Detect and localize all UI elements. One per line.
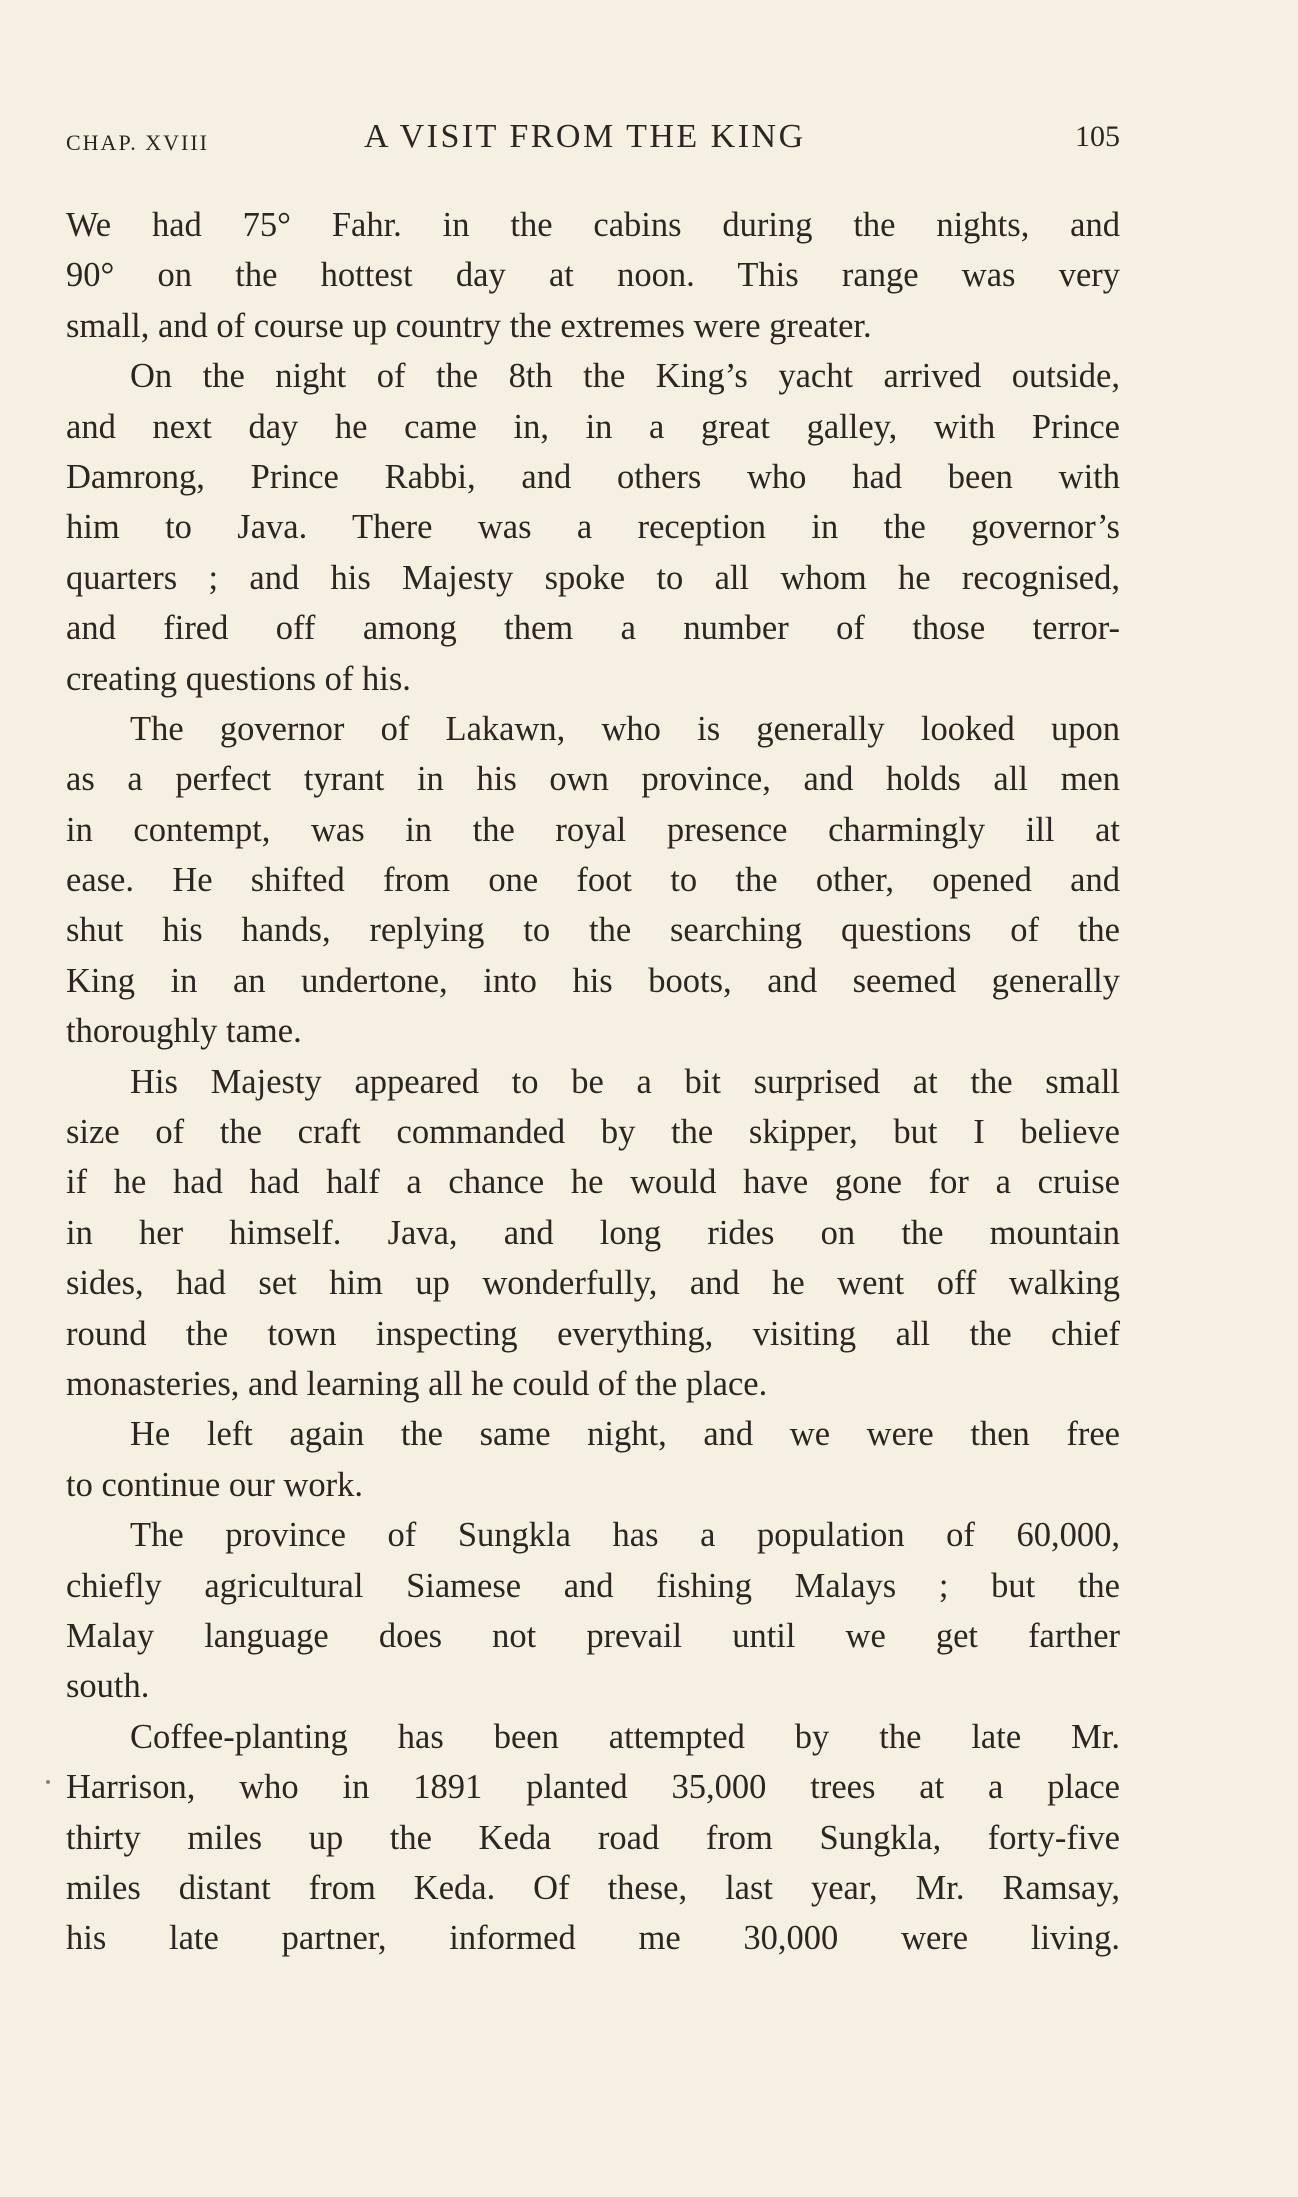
text-line: We had 75° Fahr. in the cabins during the nights, and xyxy=(66,206,1120,244)
text-line: quarters ; and his Majesty spoke to all whom he recognised, xyxy=(66,558,1120,597)
text-line: in contempt, was in the royal presence charmingly ill at xyxy=(66,810,1120,849)
paragraph xyxy=(66,200,1120,351)
text-line: shut his hands, replying to the searching questions of the xyxy=(66,911,1120,950)
text-line: The province of Sungkla has a population of 60,000, xyxy=(130,1516,1120,1555)
body-text xyxy=(66,200,1120,1964)
text-line: as a perfect tyrant in his own province, and holds all men xyxy=(66,760,1120,799)
text-line: size of the craft commanded by the skipper, but I believe xyxy=(66,1113,1120,1152)
text-line: and next day he came in, in a great galley, with Prince xyxy=(66,407,1120,446)
text-line: thirty miles up the Keda road from Sungkla, forty-five xyxy=(66,1818,1120,1857)
text-line: monasteries, and learning all he could of the place. xyxy=(66,1364,768,1403)
text-line: chiefly agricultural Siamese and fishing Malays ; but the xyxy=(66,1566,1120,1605)
running-title: A VISIT FROM THE KING xyxy=(364,118,806,155)
text-line: Harrison, who in 1891 planted 35,000 trees at a place xyxy=(66,1768,1120,1807)
text-line: Damrong, Prince Rabbi, and others who had been with xyxy=(66,457,1120,496)
text-line: King in an undertone, into his boots, and seemed generally xyxy=(66,961,1120,1000)
text-line: creating questions of his. xyxy=(66,659,411,698)
paragraph xyxy=(66,1510,1120,1712)
text-line: round the town inspecting everything, visiting all the chief xyxy=(66,1314,1120,1353)
text-line: if he had had half a chance he would have gone for a cruise xyxy=(66,1163,1120,1202)
text-line: him to Java. There was a reception in the governor’s xyxy=(66,508,1120,547)
text-line: On the night of the 8th the King’s yacht arrived outside, xyxy=(130,357,1120,396)
text-line: thoroughly tame. xyxy=(66,1012,302,1051)
paragraph xyxy=(66,1057,1120,1410)
text-line: small, and of course up country the extremes were greater. xyxy=(66,306,872,345)
running-head xyxy=(66,118,1120,166)
text-line: Coffee-planting has been attempted by the late Mr. xyxy=(130,1717,1120,1756)
page-number: 105 xyxy=(1075,120,1120,153)
text-line: His Majesty appeared to be a bit surprised at the small xyxy=(130,1062,1120,1101)
text-line: miles distant from Keda. Of these, last year, Mr. Ramsay, xyxy=(66,1868,1120,1907)
text-line: and fired off among them a number of those terror- xyxy=(66,609,1120,648)
paragraph xyxy=(66,704,1120,1057)
text-line: south. xyxy=(66,1667,150,1706)
text-line: sides, had set him up wonderfully, and he went off walking xyxy=(66,1264,1120,1303)
text-line: The governor of Lakawn, who is generally looked upon xyxy=(130,709,1120,748)
text-line: ease. He shifted from one foot to the other, opened and xyxy=(66,861,1120,900)
chapter-label: CHAP. XVIII xyxy=(66,130,209,155)
text-line: in her himself. Java, and long rides on the mountain xyxy=(66,1213,1120,1252)
paragraph xyxy=(66,1712,1120,1964)
margin-mark xyxy=(46,1780,50,1784)
text-line: Malay language does not prevail until we get farther xyxy=(66,1616,1120,1655)
paragraph xyxy=(66,351,1120,704)
paragraph xyxy=(66,1409,1120,1510)
text-line: to continue our work. xyxy=(66,1465,364,1504)
text-line: his late partner, informed me 30,000 were living. xyxy=(66,1919,1120,1958)
text-line: 90° on the hottest day at noon. This range was very xyxy=(66,256,1120,295)
text-line: He left again the same night, and we were then free xyxy=(130,1415,1120,1454)
